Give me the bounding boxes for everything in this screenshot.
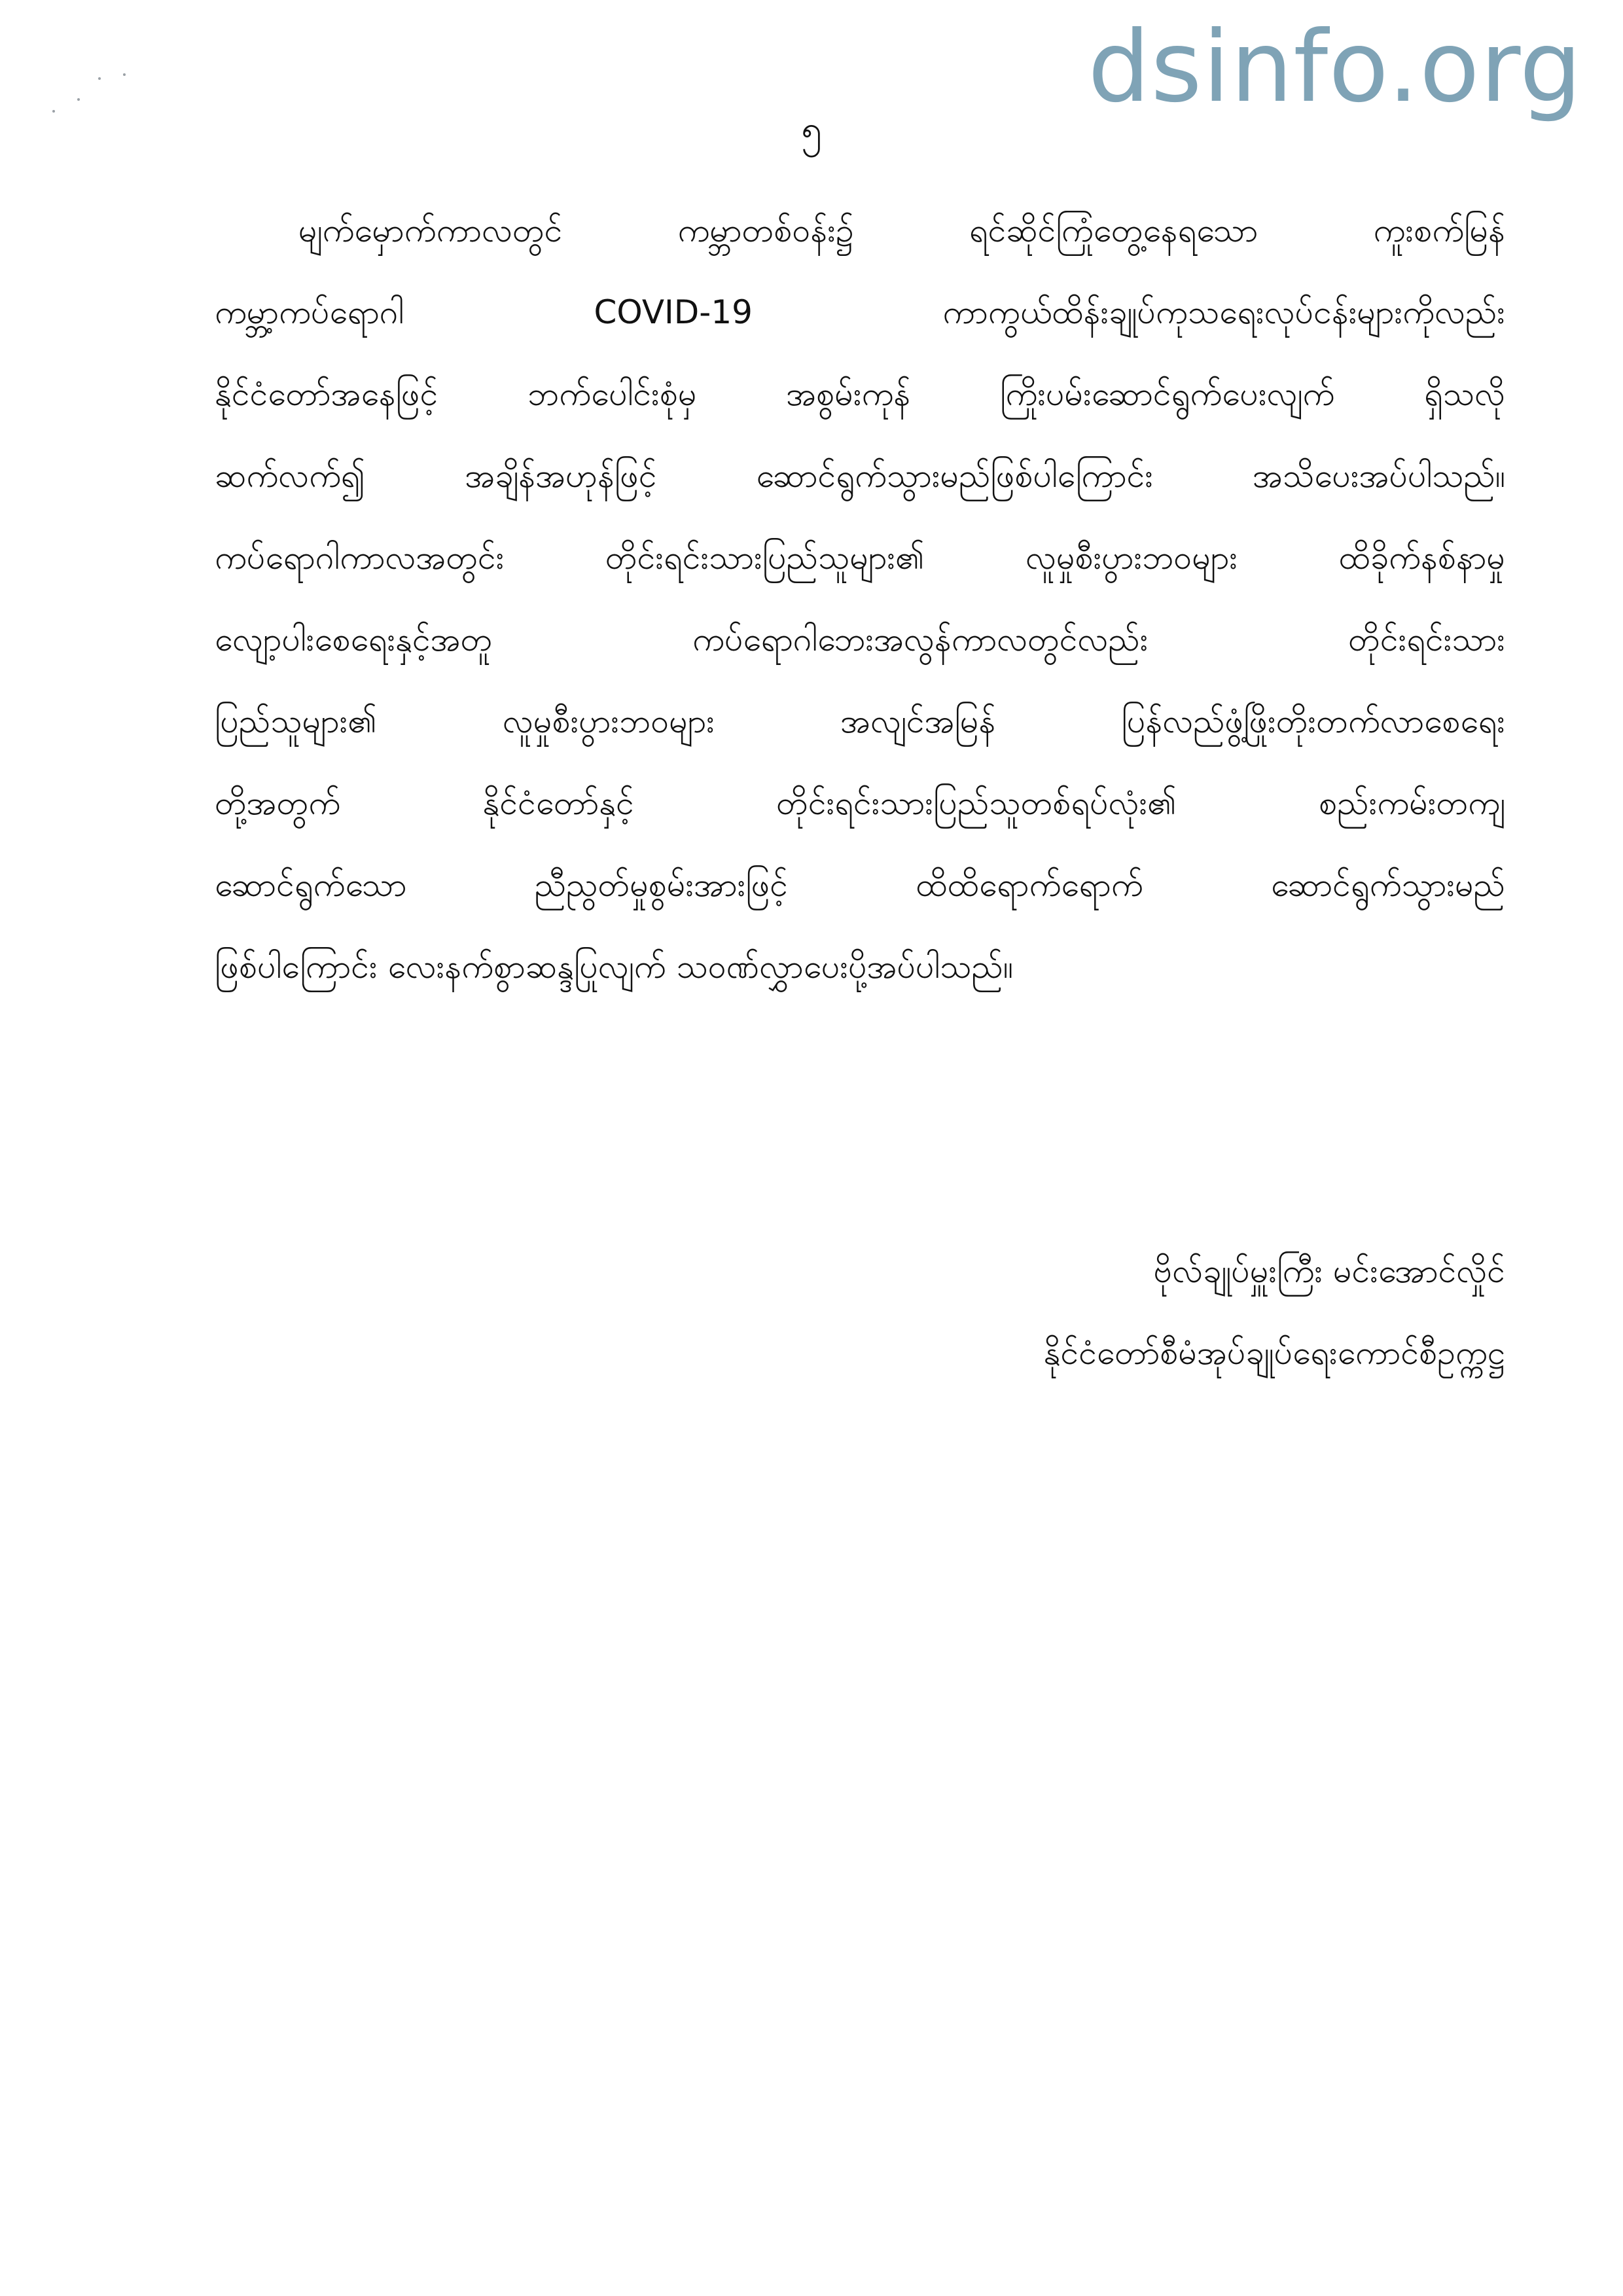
watermark-logo: dsinfo.org [1088,10,1582,124]
paragraph-line: ပြည်သူများ၏ လူမှုစီးပွားဘဝများ အလျင်အမြန် ပြန်လည်ဖွံ့ဖြိုးတိုးတက်လာစေရေး [215,702,1505,740]
paragraph-line: တို့အတွက် နိုင်ငံတော်နှင့် တိုင်းရင်းသားပြည်သူတစ်ရပ်လုံး၏ စည်းကမ်းတကျ [215,784,1505,822]
paragraph-line-last: ဖြစ်ပါကြောင်း လေးနက်စွာဆန္ဒပြုလျက် သဝဏ်လွှာပေးပို့အပ်ပါသည်။ [215,948,1013,986]
paragraph-line: ကမ္ဘာ့ကပ်ရောဂါ COVID-19 ကာကွယ်ထိန်းချုပ်ကုသရေးလုပ်ငန်းများကိုလည်း [215,293,1505,331]
paragraph-line: နိုင်ငံတော်အနေဖြင့် ဘက်ပေါင်းစုံမှ အစွမ်းကုန် ကြိုးပမ်းဆောင်ရွက်ပေးလျက် ရှိသလို [215,375,1505,413]
scan-speck [98,77,101,80]
paragraph-line: လျော့ပါးစေရေးနှင့်အတူ ကပ်ရောဂါဘေးအလွန်ကာလတွင်လည်း တိုင်းရင်းသား [215,620,1505,658]
scan-speck [77,98,80,101]
paragraph-line: ဆောင်ရွက်သော ညီညွတ်မှုစွမ်းအားဖြင့် ထိထိရောက်ရောက် ဆောင်ရွက်သွားမည် [215,866,1505,904]
letter-body [215,190,1505,1008]
scan-speck [123,73,126,76]
signatory-name: ဗိုလ်ချုပ်မှူးကြီး မင်းအောင်လှိုင် [1153,1252,1505,1290]
signature-block [1044,1230,1505,1394]
signatory-title: နိုင်ငံတော်စီမံအုပ်ချုပ်ရေးကောင်စီဥက္ကဋ္ဌ [1043,1334,1505,1372]
paragraph-line: မျက်မှောက်ကာလတွင် ကမ္ဘာတစ်ဝန်း၌ ရင်ဆိုင်ကြုံတွေ့နေရသော ကူးစက်မြန် [298,211,1505,249]
paragraph-line: ဆက်လက်၍ အချိန်အဟုန်ဖြင့် ဆောင်ရွက်သွားမည်ဖြစ်ပါကြောင်း အသိပေးအပ်ပါသည်။ [215,457,1505,495]
page-number: ၅ [801,108,822,151]
paragraph-line: ကပ်ရောဂါကာလအတွင်း တိုင်းရင်းသားပြည်သူများ၏ လူမှုစီးပွားဘဝများ ထိခိုက်နစ်နာမှု [215,539,1505,577]
